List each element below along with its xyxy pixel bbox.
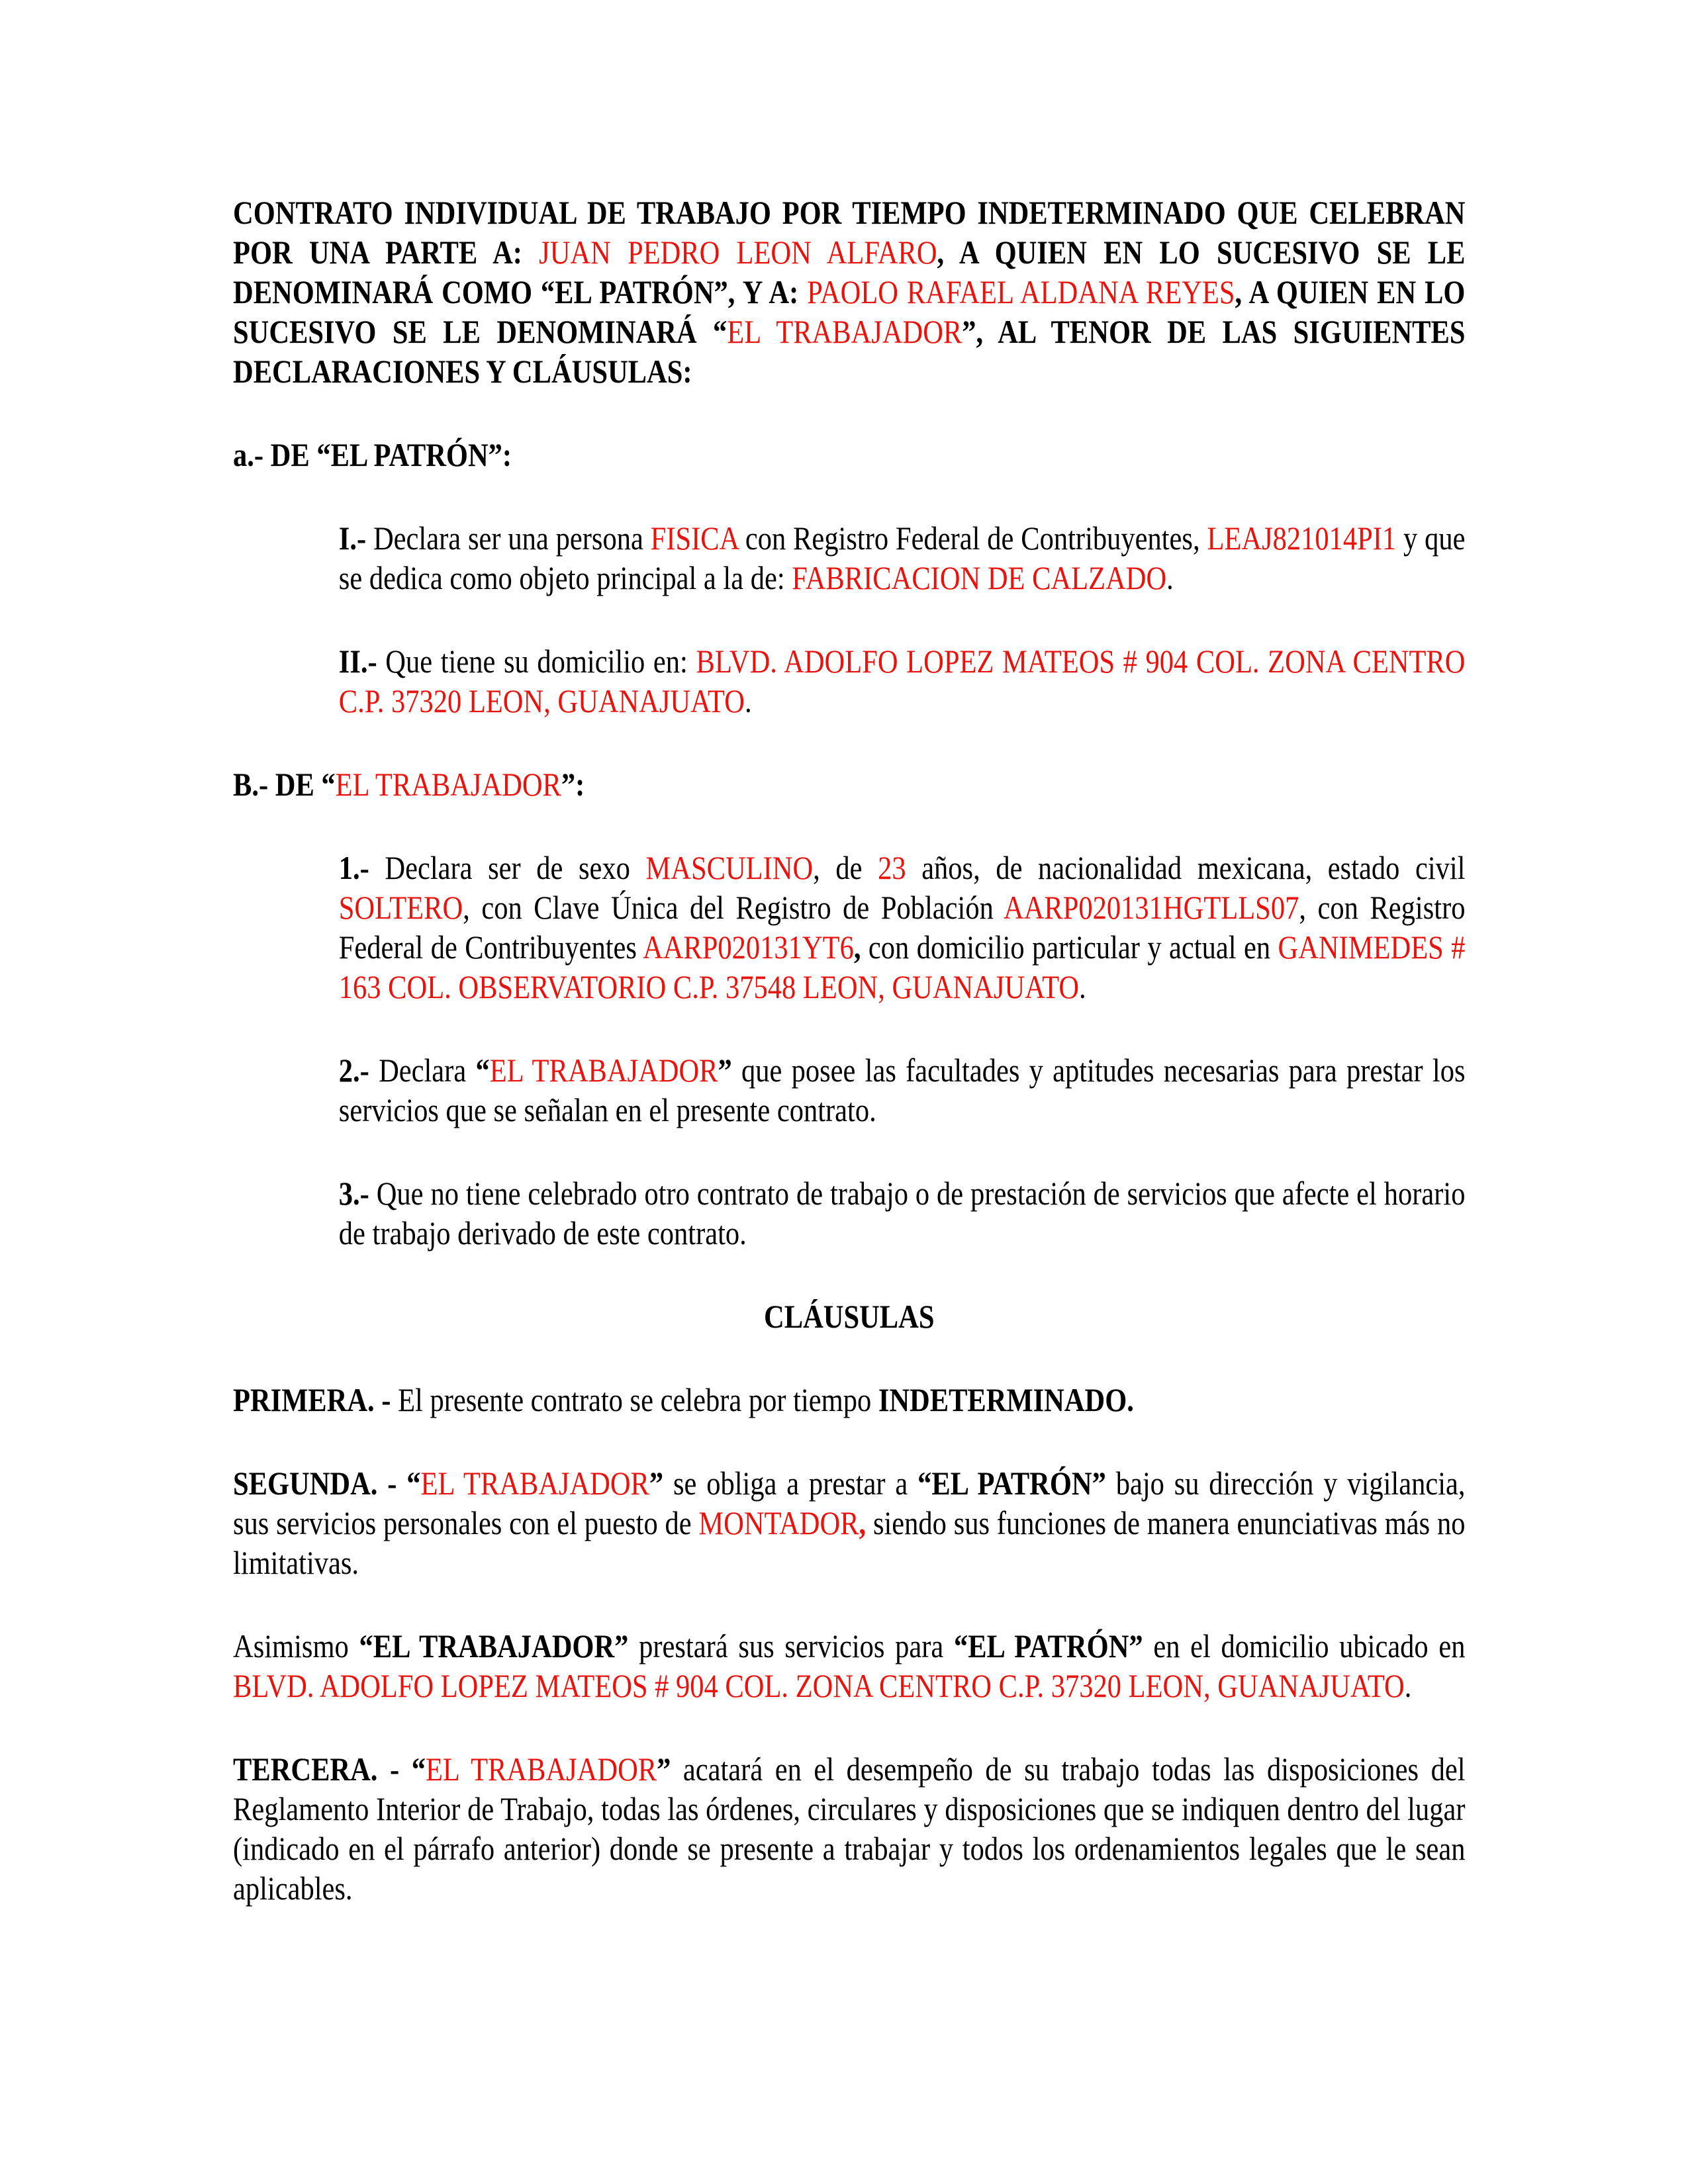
red-highlight-text: EL TRABAJADOR [420,1465,649,1502]
text-run: CONTRATO INDIVIDUAL DE TRABAJO POR TIEMPO INDETERMINADO QUE CELEBRAN POR UNA PARTE A: [233,194,1466,271]
red-highlight-text: 23 [878,849,906,886]
text-run: con Registro Federal de Contribuyentes, [737,520,1207,557]
text-run: , de [813,849,878,886]
text-run: Que tiene su domicilio en: [385,643,696,680]
title-paragraph [233,193,1466,391]
text-run: , A QUIEN EN LO SUCESIVO SE LE DENOMINARÁ COMO “EL PATRÓN”, Y A: [233,234,1466,310]
text-run: TERCERA. - [233,1751,412,1788]
text-run: acatará en el desempeño de su trabajo todas las disposiciones del Reglamento Interior de Trabajo, todas las órdenes, circulares y disposiciones que se indiquen dentro del lugar (indicado en el párrafo anterior) donde se presente a trabajar y todos los ordenamientos legales que le sean aplicables. [233,1751,1466,1907]
text-run: “EL PATRÓN” [953,1627,1143,1664]
text-run: Declara [379,1052,476,1089]
text-run: ” [718,1052,732,1089]
text-run: . [1166,559,1174,596]
text-run: II.- [338,643,386,680]
text-run: I.- [338,520,373,557]
text-run: que posee las facultades y aptitudes necesarias para prestar los servicios que se señalan en el presente contrato. [338,1052,1466,1128]
text-run: con domicilio particular y actual en [861,929,1278,966]
red-highlight-text: EL TRABAJADOR [335,766,561,803]
text-run: 2.- [338,1052,379,1089]
red-highlight-text: PAOLO RAFAEL ALDANA REYES [807,273,1235,310]
text-run: Asimismo [233,1627,359,1664]
red-highlight-text: MONTADOR [698,1504,859,1541]
text-run: El presente contrato se celebra por tiempo [398,1381,878,1418]
text-run: INDETERMINADO. [878,1381,1134,1418]
text-run: ”, AL TENOR DE LAS SIGUIENTES DECLARACIONES Y CLÁUSULAS: [233,313,1466,390]
red-highlight-text: FABRICACION DE CALZADO [792,559,1167,596]
red-highlight-text: AARP020131YT6 [643,929,854,966]
red-highlight-text: EL TRABAJADOR [425,1751,657,1788]
text-run: a.- DE “EL PATRÓN”: [233,436,512,473]
text-run: “ [406,1465,421,1502]
text-run: “EL TRABAJADOR” [359,1627,629,1664]
text-run: Declara ser de sexo [385,849,646,886]
text-run: . [744,682,752,719]
text-run: B.- DE “ [233,766,336,803]
text-run: siendo sus funciones de manera enunciativas más no limitativas. [233,1504,1466,1581]
red-highlight-text: LEAJ821014PI1 [1207,520,1397,557]
clausulas-heading [233,1297,1466,1336]
text-run: PRIMERA. - [233,1381,399,1418]
section-a-heading [233,435,1466,475]
declaration-patron-ii [339,641,1466,721]
declaration-trabajador-1 [339,848,1466,1007]
declaration-trabajador-3 [339,1173,1466,1253]
red-highlight-text: FISICA [650,520,738,557]
text-run: años, de nacionalidad mexicana, estado civil [906,849,1466,886]
red-highlight-text: GANIMEDES # 163 COL. OBSERVATORIO C.P. 37548 LEON, GUANAJUATO [338,929,1466,1005]
clause-segunda [233,1463,1466,1582]
red-highlight-text: BLVD. ADOLFO LOPEZ MATEOS # 904 COL. ZONA CENTRO C.P. 37320 LEON, GUANAJUATO [233,1667,1405,1704]
text-run: ”: [561,766,585,803]
clause-segunda-asimismo [233,1626,1466,1706]
text-run: y que se dedica como objeto principal a la de: [338,520,1466,596]
text-run: se obliga a prestar a [663,1465,918,1502]
text-run: ” [649,1465,664,1502]
clause-tercera [233,1749,1466,1908]
red-highlight-text: SOLTERO [338,889,463,926]
section-b-heading [233,764,1466,804]
text-run: ” [657,1751,671,1788]
clause-primera [233,1380,1466,1420]
text-run: “ [475,1052,490,1089]
text-run: , con Clave Única del Registro de Población [463,889,1004,926]
text-run: . [1404,1667,1412,1704]
text-run: , [853,929,861,966]
text-run: en el domicilio ubicado en [1143,1627,1466,1664]
text-run: , con Registro Federal de Contribuyentes [338,889,1466,966]
text-run: 1.- [338,849,385,886]
red-highlight-text: EL TRABAJADOR [489,1052,718,1089]
declaration-patron-i [339,518,1466,598]
text-run: prestará sus servicios para [628,1627,954,1664]
red-highlight-text: JUAN PEDRO LEON ALFARO [539,234,937,271]
declaration-trabajador-2 [339,1050,1466,1130]
text-run: , A QUIEN EN LO SUCESIVO SE LE DENOMINARÁ “ [233,273,1466,350]
red-highlight-text: MASCULINO [645,849,814,886]
red-highlight-text: AARP020131HGTLLS07 [1004,889,1299,926]
red-highlight-text: BLVD. ADOLFO LOPEZ MATEOS # 904 COL. ZONA CENTRO C.P. 37320 LEON, GUANAJUATO [338,643,1466,719]
red-highlight-text: EL TRABAJADOR [727,313,962,350]
text-run: “ [411,1751,426,1788]
document-body [233,0,1466,1952]
text-run: CLÁUSULAS [764,1298,935,1335]
red-highlight-text: , [859,1504,867,1541]
text-run: . [1079,968,1086,1005]
text-run: Que no tiene celebrado otro contrato de trabajo o de prestación de servicios que afecte el horario de trabajo derivado de este contrato. [338,1175,1466,1251]
text-run: “EL PATRÓN” [917,1465,1106,1502]
text-run: SEGUNDA. - [233,1465,407,1502]
text-run: Declara ser una persona [373,520,651,557]
text-run: bajo su dirección y vigilancia, sus servicios personales con el puesto de [233,1465,1466,1541]
text-run: 3.- [338,1175,377,1212]
